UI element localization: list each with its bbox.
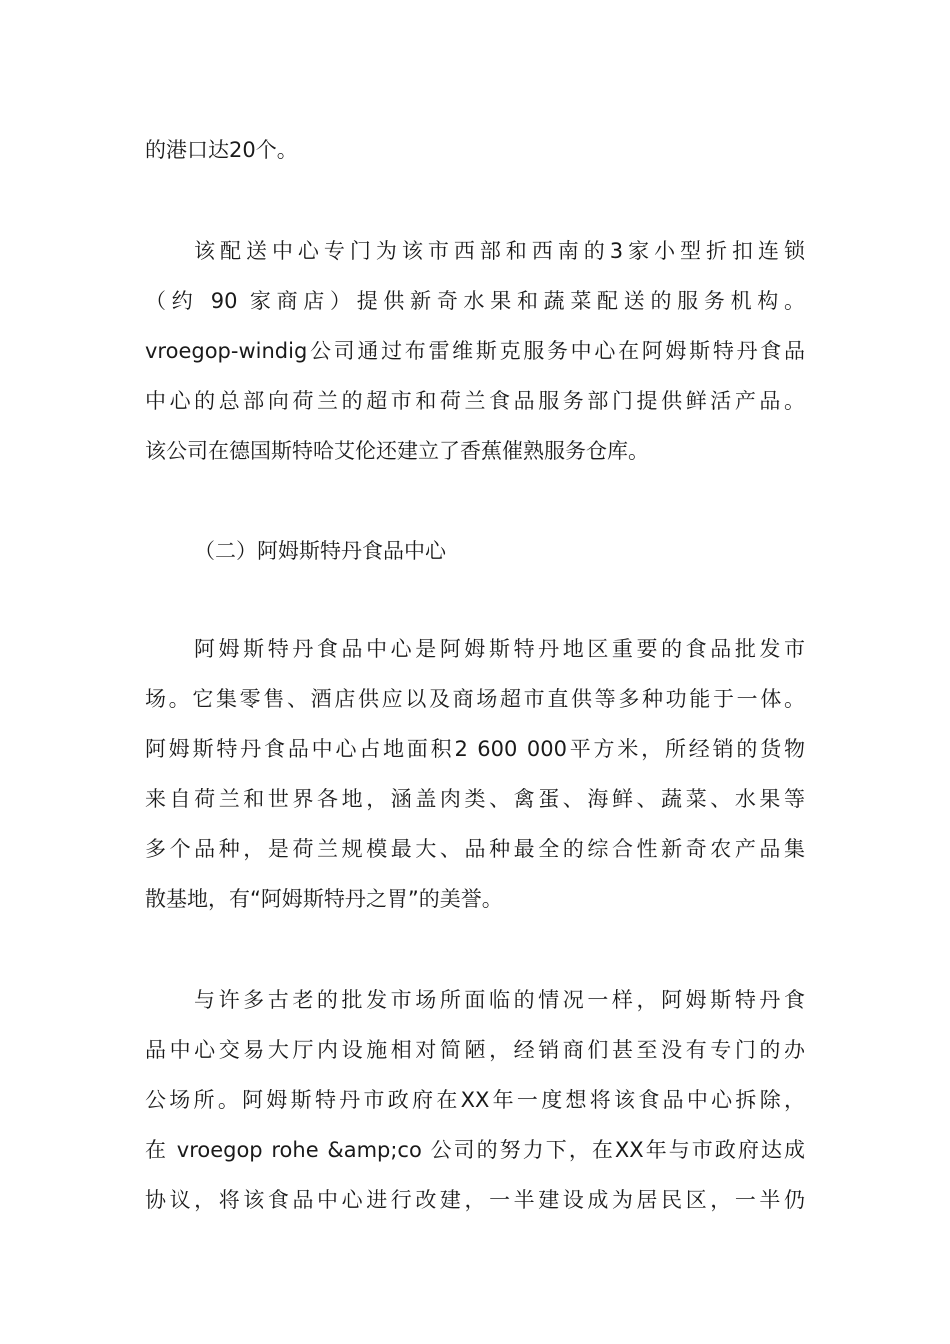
paragraph-line: 来自荷兰和世界各地，涵盖肉类、禽蛋、海鲜、蔬菜、水果等 [145,787,805,811]
paragraph-line: vroegop-windig公司通过布雷维斯克服务中心在阿姆斯特丹食品 [145,339,805,363]
paragraph-line: 在 vroegop rohe &amp;co 公司的努力下，在XX年与市政府达成 [145,1138,805,1162]
paragraph-line: 该配送中心专门为该市西部和西南的3家小型折扣连锁 [194,239,805,263]
paragraph-line: 协议，将该食品中心进行改建，一半建设成为居民区，一半仍 [145,1188,805,1212]
paragraph-line: 散基地，有“阿姆斯特丹之胃”的美誉。 [145,887,503,911]
paragraph-line: 多个品种，是荷兰规模最大、品种最全的综合性新奇农产品集 [145,837,805,861]
paragraph-line: 中心的总部向荷兰的超市和荷兰食品服务部门提供鲜活产品。 [145,389,805,413]
section-heading: （二）阿姆斯特丹食品中心 [194,539,446,563]
paragraph-line: 场。它集零售、酒店供应以及商场超市直供等多种功能于一体。 [145,687,805,711]
paragraph-line: 公场所。阿姆斯特丹市政府在XX年一度想将该食品中心拆除， [145,1088,805,1112]
paragraph-line: （约 90 家商店）提供新奇水果和蔬菜配送的服务机构。 [145,289,805,313]
paragraph-line: 品中心交易大厅内设施相对简陋，经销商们甚至没有专门的办 [145,1038,805,1062]
paragraph-line: 该公司在德国斯特哈艾伦还建立了香蕉催熟服务仓库。 [145,439,649,463]
paragraph-line: 阿姆斯特丹食品中心占地面积2 600 000平方米，所经销的货物 [145,737,805,761]
paragraph-line: 的港口达20个。 [145,138,298,162]
paragraph-line: 阿姆斯特丹食品中心是阿姆斯特丹地区重要的食品批发市 [194,637,805,661]
paragraph-line: 与许多古老的批发市场所面临的情况一样，阿姆斯特丹食 [194,988,805,1012]
